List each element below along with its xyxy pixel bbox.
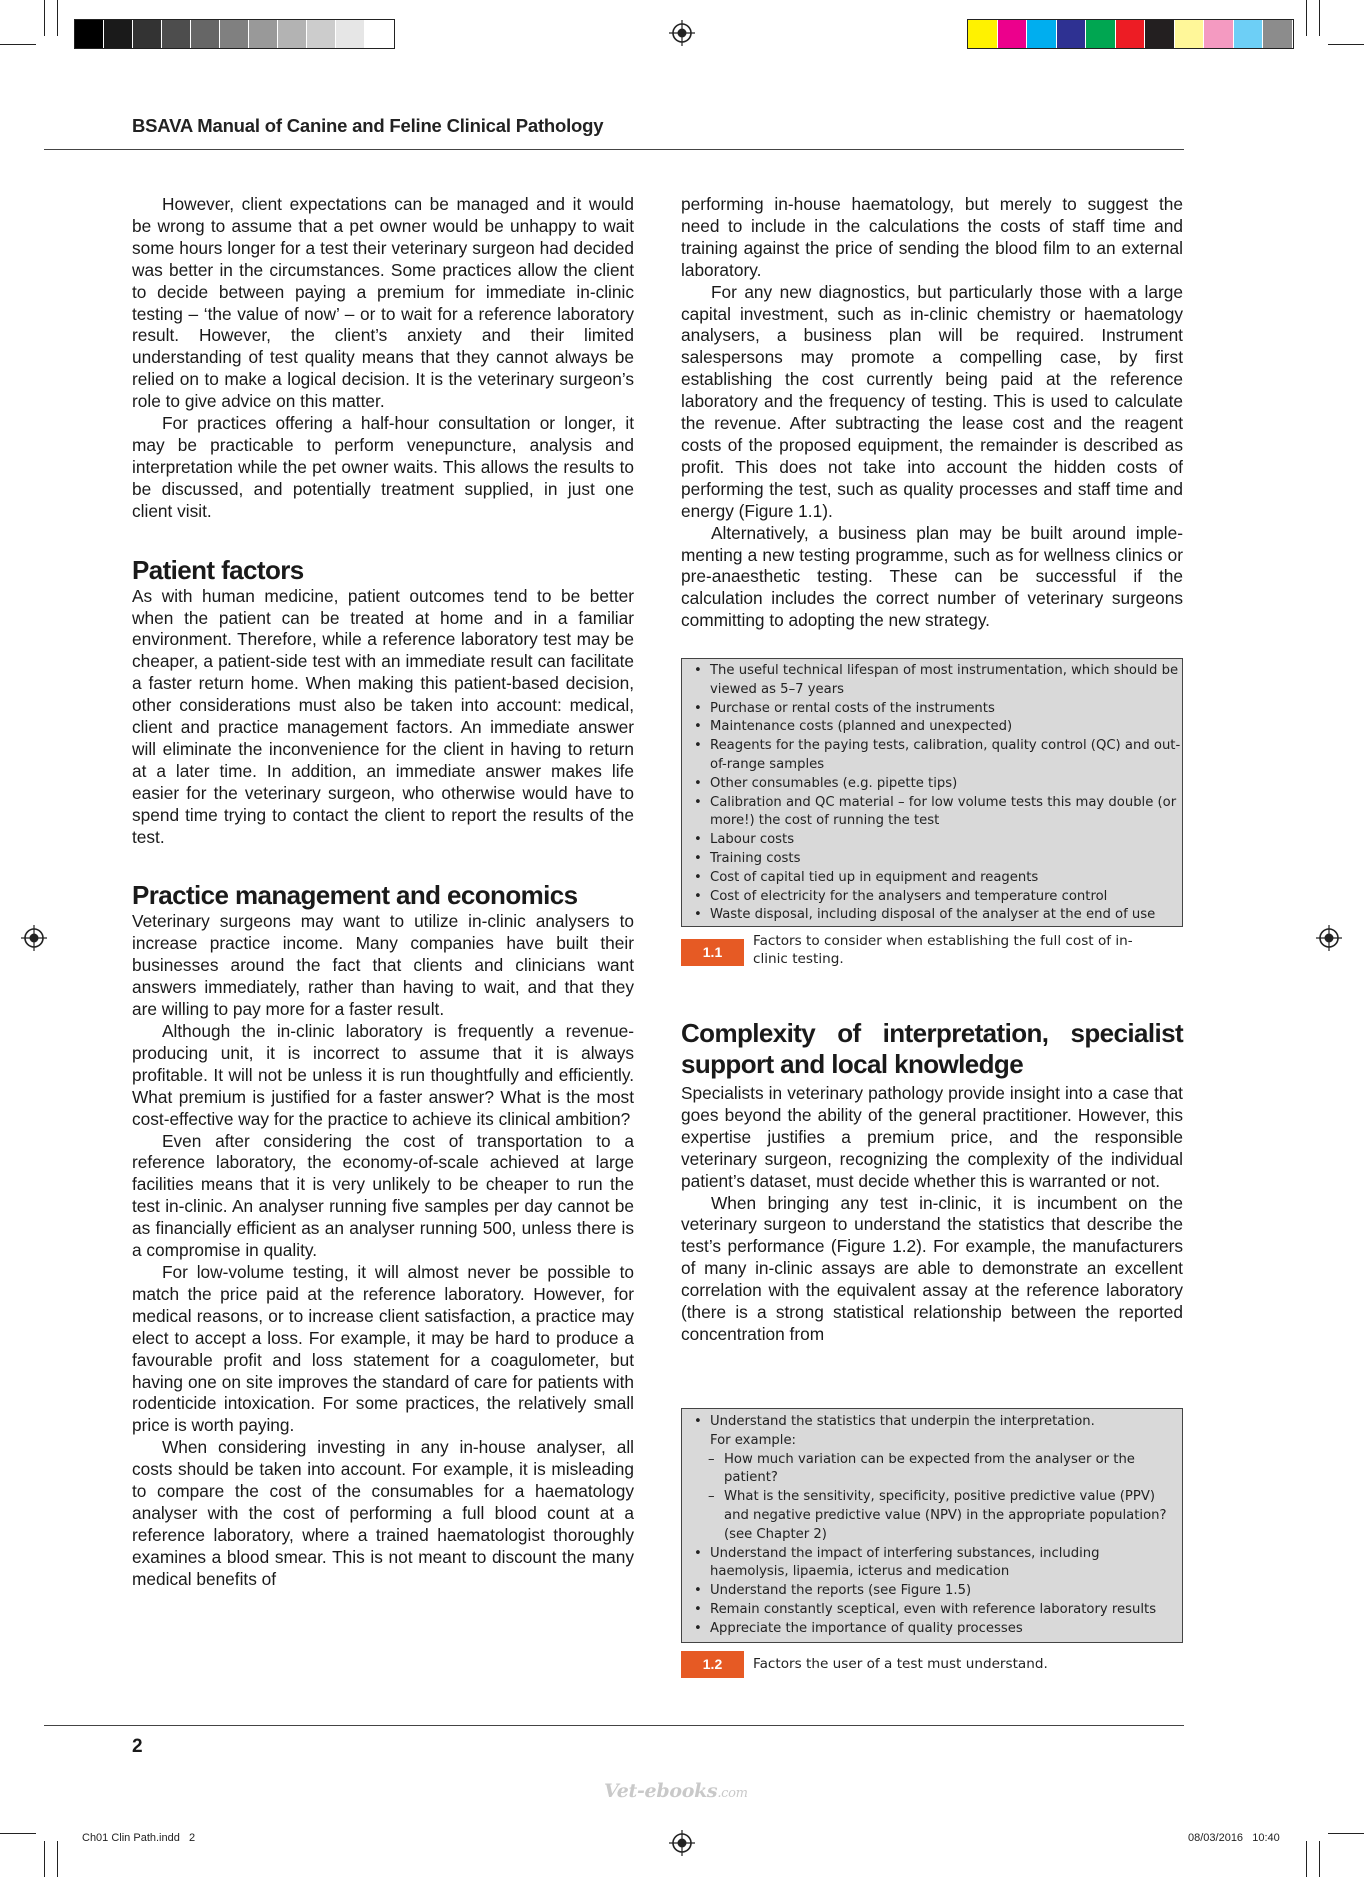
figure-1-1-list xyxy=(682,662,1182,925)
paragraph: However, client expectations can be managed and it would be wrong to assume that a pet owner would be unhappy to wait some hours longer for a test their veterinary surgeon had decided was better in the circumstances. Some practices allow the client to decide between paying a premium for immediate in-clinic testing – ‘the value of now’ – or to wait for a reference laboratory result. However, the client’s anxiety and their limited understanding of test quality means that they cannot always be relied on to make a logical decision. It is the veterinary surgeon’s role to give advice on this matter. xyxy=(132,194,634,412)
figure-1-2-caption: Factors the user of a test must understand. xyxy=(753,1656,1048,1672)
section-heading-patient-factors: Patient factors xyxy=(132,554,304,585)
paragraph: performing in-house haematology, but merely to suggest the need to include in the calculations the costs of staff time and training against the price of sending the blood film to an external laboratory. xyxy=(681,194,1183,280)
list-item: • Other consumables (e.g. pipette tips) xyxy=(682,775,1182,794)
figure-1-1-box xyxy=(681,658,1183,927)
registration-mark-icon xyxy=(21,925,47,951)
sub-list-item: – How much variation can be expected from the analyser or the patient? xyxy=(682,1451,1182,1489)
crop-mark xyxy=(44,1841,45,1877)
list-item: • Understand the reports (see Figure 1.5) xyxy=(682,1582,1182,1601)
watermark-suffix: .com xyxy=(717,1786,748,1801)
color-swatch xyxy=(307,20,336,48)
color-swatch xyxy=(75,20,104,48)
left-column xyxy=(132,194,634,1591)
crop-mark xyxy=(1319,0,1320,36)
color-swatch xyxy=(1116,20,1146,48)
list-item: • The useful technical lifespan of most instrumentation, which should be viewed as 5–7 years xyxy=(682,662,1182,700)
crop-mark xyxy=(0,1833,36,1834)
paragraph: For any new diagnostics, but particularly those with a large capital investment, such as in-clinic chemistry or haematology analysers, a business plan will be required. Instrument salespersons may promote a compelling case, by first establishing the cost currently being paid at the reference laboratory and the frequency of testing. This is used to calculate the revenue. After subtracting the lease cost and the reagent costs of the proposed equipment, the remainder is described as profit. This does not take into account the hidden costs of performing the test, such as quality processes and staff time and energy (Figure 1.1). xyxy=(681,281,1183,521)
list-item: • Training costs xyxy=(682,850,1182,869)
list-item: • Understand the statistics that underpin the interpretation. xyxy=(682,1413,1182,1432)
list-item: • Remain constantly sceptical, even with reference laboratory results xyxy=(682,1601,1182,1620)
color-swatch xyxy=(249,20,278,48)
slug-date: 08/03/2016 10:40 xyxy=(1188,1832,1280,1844)
paragraph: Alternatively, a business plan may be built around implementing a new testing programme, such as for wellness clinics or pre-anaesthetic testing. These can be successful if the calculation includes the correct number of veterinary surgeons committing to adopting the new strategy. xyxy=(681,522,1183,631)
color-swatch xyxy=(1086,20,1116,48)
list-item-continuation: For example: xyxy=(710,1432,797,1448)
color-swatch xyxy=(1234,20,1264,48)
color-swatch xyxy=(365,20,394,48)
list-item: • Calibration and QC material – for low volume tests this may double (or more!) the cost of running the test xyxy=(682,794,1182,832)
slug-file-info: Ch01 Clin Path.indd 2 xyxy=(82,1832,196,1844)
paragraph: As with human medicine, patient outcomes tend to be better when the patient can be treated at home and in a familiar environment. Therefore, while a reference laboratory test may be cheaper, a patient-side test with an immediate result can facilitate a faster return home. When making this patient-based decision, other considerations must also be taken into account: medical, client and practice management factors. An immediate answer will eliminate the inconvenience for the client in having to return at a later time. In addition, an immediate answer makes life easier for the veterinary surgeon, who otherwise would have to spend time trying to contact the client to report the results of the test. xyxy=(132,585,634,847)
process-color-bar xyxy=(967,19,1294,49)
list-item: • Cost of electricity for the analysers and temperature control xyxy=(682,888,1182,907)
paragraph: For practices offering a half-hour consultation or longer, it may be practicable to perform venepuncture, analysis and interpretation while the pet owner waits. This allows the results to be discussed, and potentially treatment supplied, in just one client visit. xyxy=(132,413,634,521)
crop-mark xyxy=(1328,44,1364,45)
color-swatch xyxy=(1263,20,1293,48)
list-item: • Purchase or rental costs of the instruments xyxy=(682,700,1182,719)
figure-1-2-label: 1.2 xyxy=(681,1651,744,1678)
list-item: • Waste disposal, including disposal of the analyser at the end of use xyxy=(682,906,1182,925)
right-column-bottom xyxy=(681,1018,1183,1346)
running-header: BSAVA Manual of Canine and Feline Clinical Pathology xyxy=(132,115,604,136)
color-swatch xyxy=(1145,20,1175,48)
figure-1-1-label: 1.1 xyxy=(681,939,744,966)
color-swatch xyxy=(104,20,133,48)
color-swatch xyxy=(1175,20,1205,48)
crop-mark xyxy=(57,0,58,36)
crop-mark xyxy=(1306,1841,1307,1877)
crop-mark xyxy=(57,1841,58,1877)
color-swatch xyxy=(133,20,162,48)
color-swatch xyxy=(220,20,249,48)
paragraph: When considering investing in any in-house analyser, all costs should be taken into account. For example, it is misleading to compare the cost of the consumables for a haematology analyser with the cost of performing a full blood count at a reference laboratory, where a trained haematologist thoroughly examines a blood smear. This is not meant to discount the many medical benefits of xyxy=(132,1437,634,1589)
color-swatch xyxy=(1027,20,1057,48)
list-item: • Maintenance costs (planned and unexpected) xyxy=(682,718,1182,737)
section-heading-practice-management: Practice management and economics xyxy=(132,880,578,911)
crop-mark xyxy=(1328,1833,1364,1834)
color-swatch xyxy=(1057,20,1087,48)
section-heading-complexity: Complexity of interpretation, specialist support and local knowledge xyxy=(681,1018,1183,1079)
watermark-text: Vet-ebooks xyxy=(604,1780,718,1802)
paragraph: When bringing any test in-clinic, it is incumbent on the veterinary surgeon to understand the statistics that describe the test’s performance (Figure 1.2). For example, the manufacturers of many in-clinic assays are able to demonstrate an excellent correlation with the equivalent assay at the reference laboratory (there is a strong statistical relationship between the reported concentration from xyxy=(681,1192,1183,1344)
paragraph: Specialists in veterinary pathology provide insight into a case that goes beyond the ability of the general practitioner. However, this expertise justifies a premium price, and the responsible veterinary surgeon, recognizing the complexity of the individual patient’s dataset, must decide whether this is warranted or not. xyxy=(681,1083,1183,1191)
registration-mark-icon xyxy=(669,20,695,46)
figure-1-1-caption: Factors to consider when establishing the full cost of in-clinic testing. xyxy=(753,933,1133,967)
footer-rule xyxy=(44,1725,1184,1726)
list-item: • Understand the impact of interfering substances, including haemolysis, lipaemia, icterus and medication xyxy=(682,1545,1182,1583)
sub-list-item: – What is the sensitivity, specificity, positive predictive value (PPV) and negative predictive value (NPV) in the appropriate population? (see Chapter 2) xyxy=(682,1488,1182,1544)
watermark xyxy=(604,1780,748,1802)
crop-mark xyxy=(0,44,36,45)
color-swatch xyxy=(162,20,191,48)
paragraph: Although the in-clinic laboratory is frequently a revenue-producing unit, it is incorrect to assume that it is always profitable. It will not be unless it is run thoughtfully and efficiently. What premium is justified for a faster answer? What is the most cost-effective way for the practice to achieve its clinical ambition? xyxy=(132,1021,634,1129)
crop-mark xyxy=(1319,1841,1320,1877)
color-swatch xyxy=(1204,20,1234,48)
page-number: 2 xyxy=(132,1736,143,1757)
crop-mark xyxy=(1306,0,1307,36)
figure-1-2-list xyxy=(682,1413,1182,1639)
registration-mark-icon xyxy=(669,1830,695,1856)
list-item: • Appreciate the importance of quality processes xyxy=(682,1620,1182,1639)
crop-mark xyxy=(44,0,45,36)
list-item: • Reagents for the paying tests, calibration, quality control (QC) and out-of-range samples xyxy=(682,737,1182,775)
color-swatch xyxy=(191,20,220,48)
paragraph: Even after considering the cost of transportation to a reference laboratory, the economy-of-scale achieved at large facilities means that it is very unlikely to be cheaper to run the test in-clinic. An analyser running five samples per day cannot be as financially efficient as an analyser running 500, unless there is a compromise in quality. xyxy=(132,1130,634,1261)
right-column-top xyxy=(681,194,1183,632)
color-swatch xyxy=(278,20,307,48)
figure-1-2-box xyxy=(681,1408,1183,1643)
registration-mark-icon xyxy=(1316,925,1342,951)
color-swatch xyxy=(968,20,998,48)
grayscale-color-bar xyxy=(74,19,395,49)
list-item: • Cost of capital tied up in equipment and reagents xyxy=(682,869,1182,888)
color-swatch xyxy=(336,20,365,48)
header-rule xyxy=(44,149,1184,150)
paragraph: For low-volume testing, it will almost never be possible to match the price paid at the reference laboratory. However, for medical reasons, or to increase client satisfaction, a practice may elect to accept a loss. For example, it may be hard to produce a favourable profit and loss statement for a coagulometer, but having one on site improves the standard of care for patients with rodenticide intoxication. For some practices, the relatively small price is worth paying. xyxy=(132,1261,634,1436)
list-item: • Labour costs xyxy=(682,831,1182,850)
color-swatch xyxy=(998,20,1028,48)
paragraph: Veterinary surgeons may want to utilize in-clinic analysers to increase practice income. Many companies have built their businesses around the fact that clients and clinicians want answers immediately, rather than having to wait, and that they are willing to pay more for a faster result. xyxy=(132,911,634,1020)
